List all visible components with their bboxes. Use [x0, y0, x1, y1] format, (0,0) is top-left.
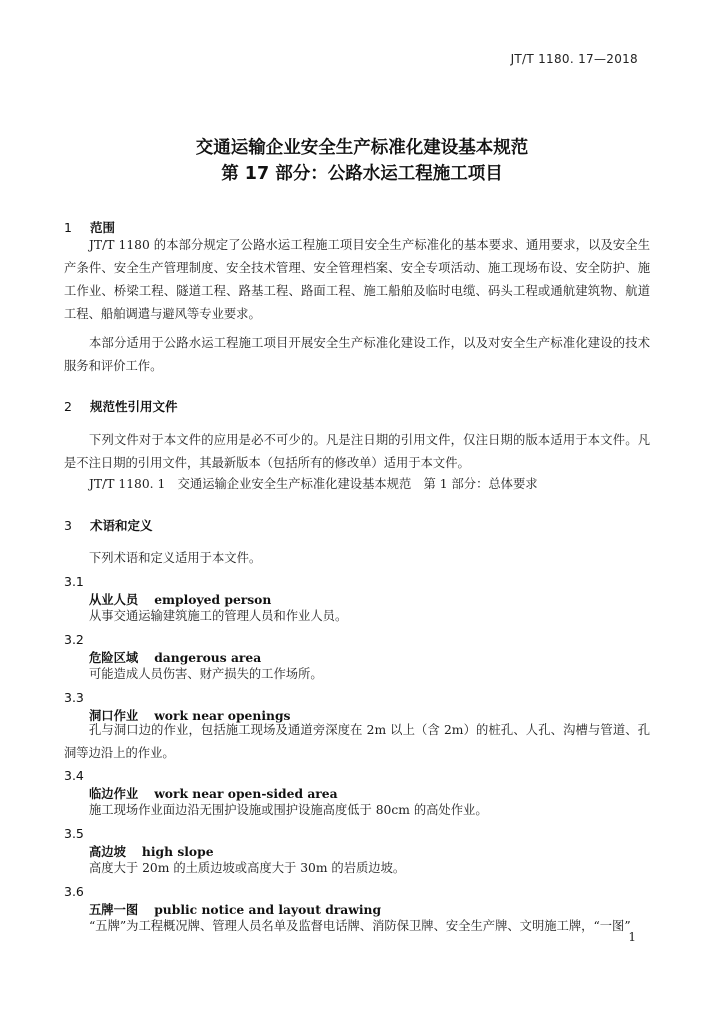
term-zh: 五牌一图 — [89, 903, 139, 917]
term-definition: 孔与洞口边的作业，包括施工现场及通道旁深度在 2m 以上（含 2m）的桩孔、人孔、沟槽与管道、孔洞等边沿上的作业。 — [64, 723, 650, 760]
term-en: work near openings — [154, 708, 291, 723]
term-en: public notice and layout drawing — [154, 902, 382, 917]
section-title: 规范性引用文件 — [90, 399, 178, 414]
section-title: 范围 — [90, 220, 116, 235]
term-zh: 从业人员 — [89, 593, 139, 607]
document-subtitle: 第 17 部分：公路水运工程施工项目 — [221, 164, 503, 184]
term-number: 3.3 — [64, 690, 84, 705]
term-en: work near open-sided area — [154, 786, 338, 801]
document-title: 交通运输企业安全生产标准化建设基本规范 — [195, 138, 529, 158]
normative-reference: JT/T 1180. 1 交通运输企业安全生产标准化建设基本规范 第 1 部分：总体要求 — [89, 477, 538, 491]
standard-code: JT/T 1180. 17—2018 — [510, 52, 638, 66]
scope-paragraph-1: JT/T 1180 的本部分规定了公路水运工程施工项目安全生产标准化的基本要求、通用要求，以及安全生产条件、安全生产管理制度、安全技术管理、安全管理档案、安全专项活动、施工现场布设、安全防护、施工作业、桥梁工程、隧道工程、路基工程、路面工程、施工船舶及临时电缆、码头工程或通航建筑物、航道工程、船舶调遣与避风等专业要求。 — [64, 238, 650, 321]
term-zh: 临边作业 — [89, 787, 139, 801]
section-title: 术语和定义 — [90, 518, 153, 533]
term-en: high slope — [141, 844, 214, 859]
term-zh: 洞口作业 — [89, 709, 139, 723]
term-en: employed person — [154, 592, 272, 607]
term-definition: 施工现场作业面边沿无围护设施或围护设施高度低于 80cm 的高处作业。 — [89, 803, 488, 817]
scope-paragraph-2: 本部分适用于公路水运工程施工项目开展安全生产标准化建设工作，以及对安全生产标准化建设的技术服务和评价工作。 — [64, 336, 650, 373]
term-zh: 危险区域 — [89, 651, 139, 665]
section-heading-terms — [64, 516, 153, 534]
page-number: 1 — [628, 930, 636, 944]
section-heading-normative — [64, 397, 178, 415]
term-zh: 高边坡 — [89, 845, 126, 859]
term-definition: 从事交通运输建筑施工的管理人员和作业人员。 — [89, 609, 348, 623]
term-definition: “五牌”为工程概况牌、管理人员名单及监督电话牌、消防保卫牌、安全生产牌、文明施工牌，“一图” — [89, 919, 631, 933]
section-number: 3 — [64, 518, 72, 533]
section-number: 1 — [64, 220, 72, 235]
term-definition: 可能造成人员伤害、财产损失的工作场所。 — [89, 667, 323, 681]
term-definition: 高度大于 20m 的土质边坡或高度大于 30m 的岩质边坡。 — [89, 861, 406, 875]
term-en: dangerous area — [154, 650, 262, 665]
section-number: 2 — [64, 399, 72, 414]
term-number: 3.6 — [64, 884, 84, 899]
term-number: 3.2 — [64, 632, 84, 647]
term-number: 3.4 — [64, 768, 84, 783]
terms-intro: 下列术语和定义适用于本文件。 — [89, 551, 262, 565]
term-number: 3.5 — [64, 826, 84, 841]
term-number: 3.1 — [64, 574, 84, 589]
normative-paragraph: 下列文件对于本文件的应用是必不可少的。凡是注日期的引用文件，仅注日期的版本适用于本文件。凡是不注日期的引用文件，其最新版本（包括所有的修改单）适用于本文件。 — [64, 433, 650, 470]
